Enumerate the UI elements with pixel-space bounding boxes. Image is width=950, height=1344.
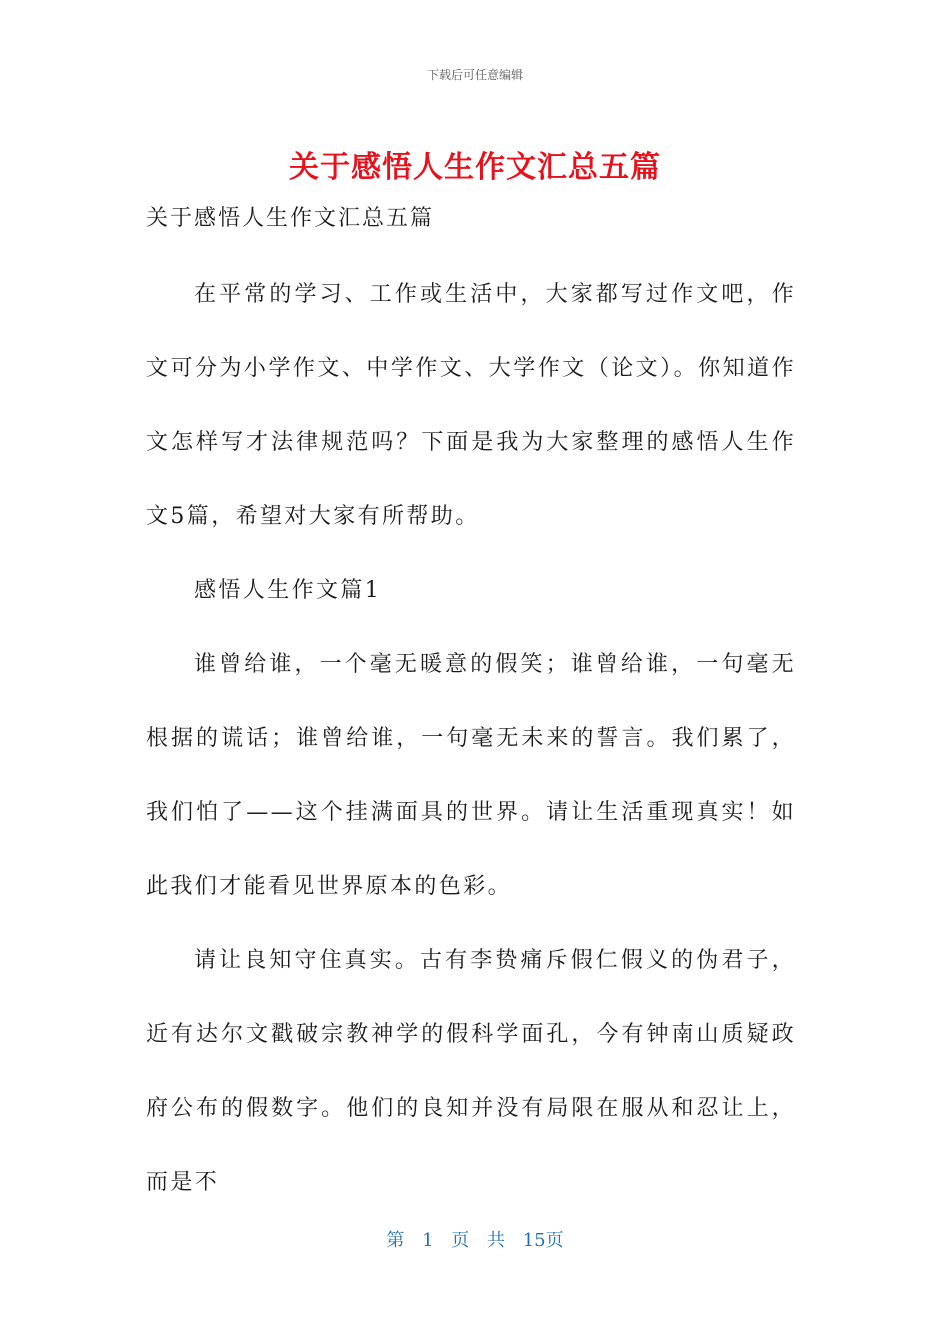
header-note: 下载后可任意编辑 [426,68,523,82]
document-subtitle: 关于感悟人生作文汇总五篇 [146,206,435,231]
paragraph-essay-2: 请让良知守住真实。古有李贽痛斥假仁假义的伪君子，近有达尔文戳破宗教神学的假科学面孔，今有钟南山质疑政府公布的假数字。他们的良知并没有局限在服从和忍让上，而是不 [146,948,796,1195]
paragraph-intro: 在平常的学习、工作或生活中，大家都写过作文吧，作文可分为小学作文、中学作文、大学作文（论文）。你知道作文怎样写才法律规范吗？下面是我为大家整理的感悟人生作文5篇，希望对大家有所帮助。 [146,282,796,529]
footer-total-pages: 15页 [522,1230,564,1251]
footer-current-page: 1 [422,1230,434,1251]
page-footer [0,1226,950,1252]
footer-page-label: 第 [386,1230,405,1251]
paragraph-essay-1: 谁曾给谁，一个毫无暖意的假笑；谁曾给谁，一句毫无根据的谎话；谁曾给谁，一句毫无未来的誓言。我们累了，我们怕了——这个挂满面具的世界。请让生活重现真实！如此我们才能看见世界原本的色彩。 [146,652,796,899]
footer-page-unit: 页 [451,1230,470,1251]
document-title: 关于感悟人生作文汇总五篇 [289,150,661,185]
section-heading: 感悟人生作文篇1 [194,578,382,603]
footer-total-label: 共 [487,1230,505,1251]
